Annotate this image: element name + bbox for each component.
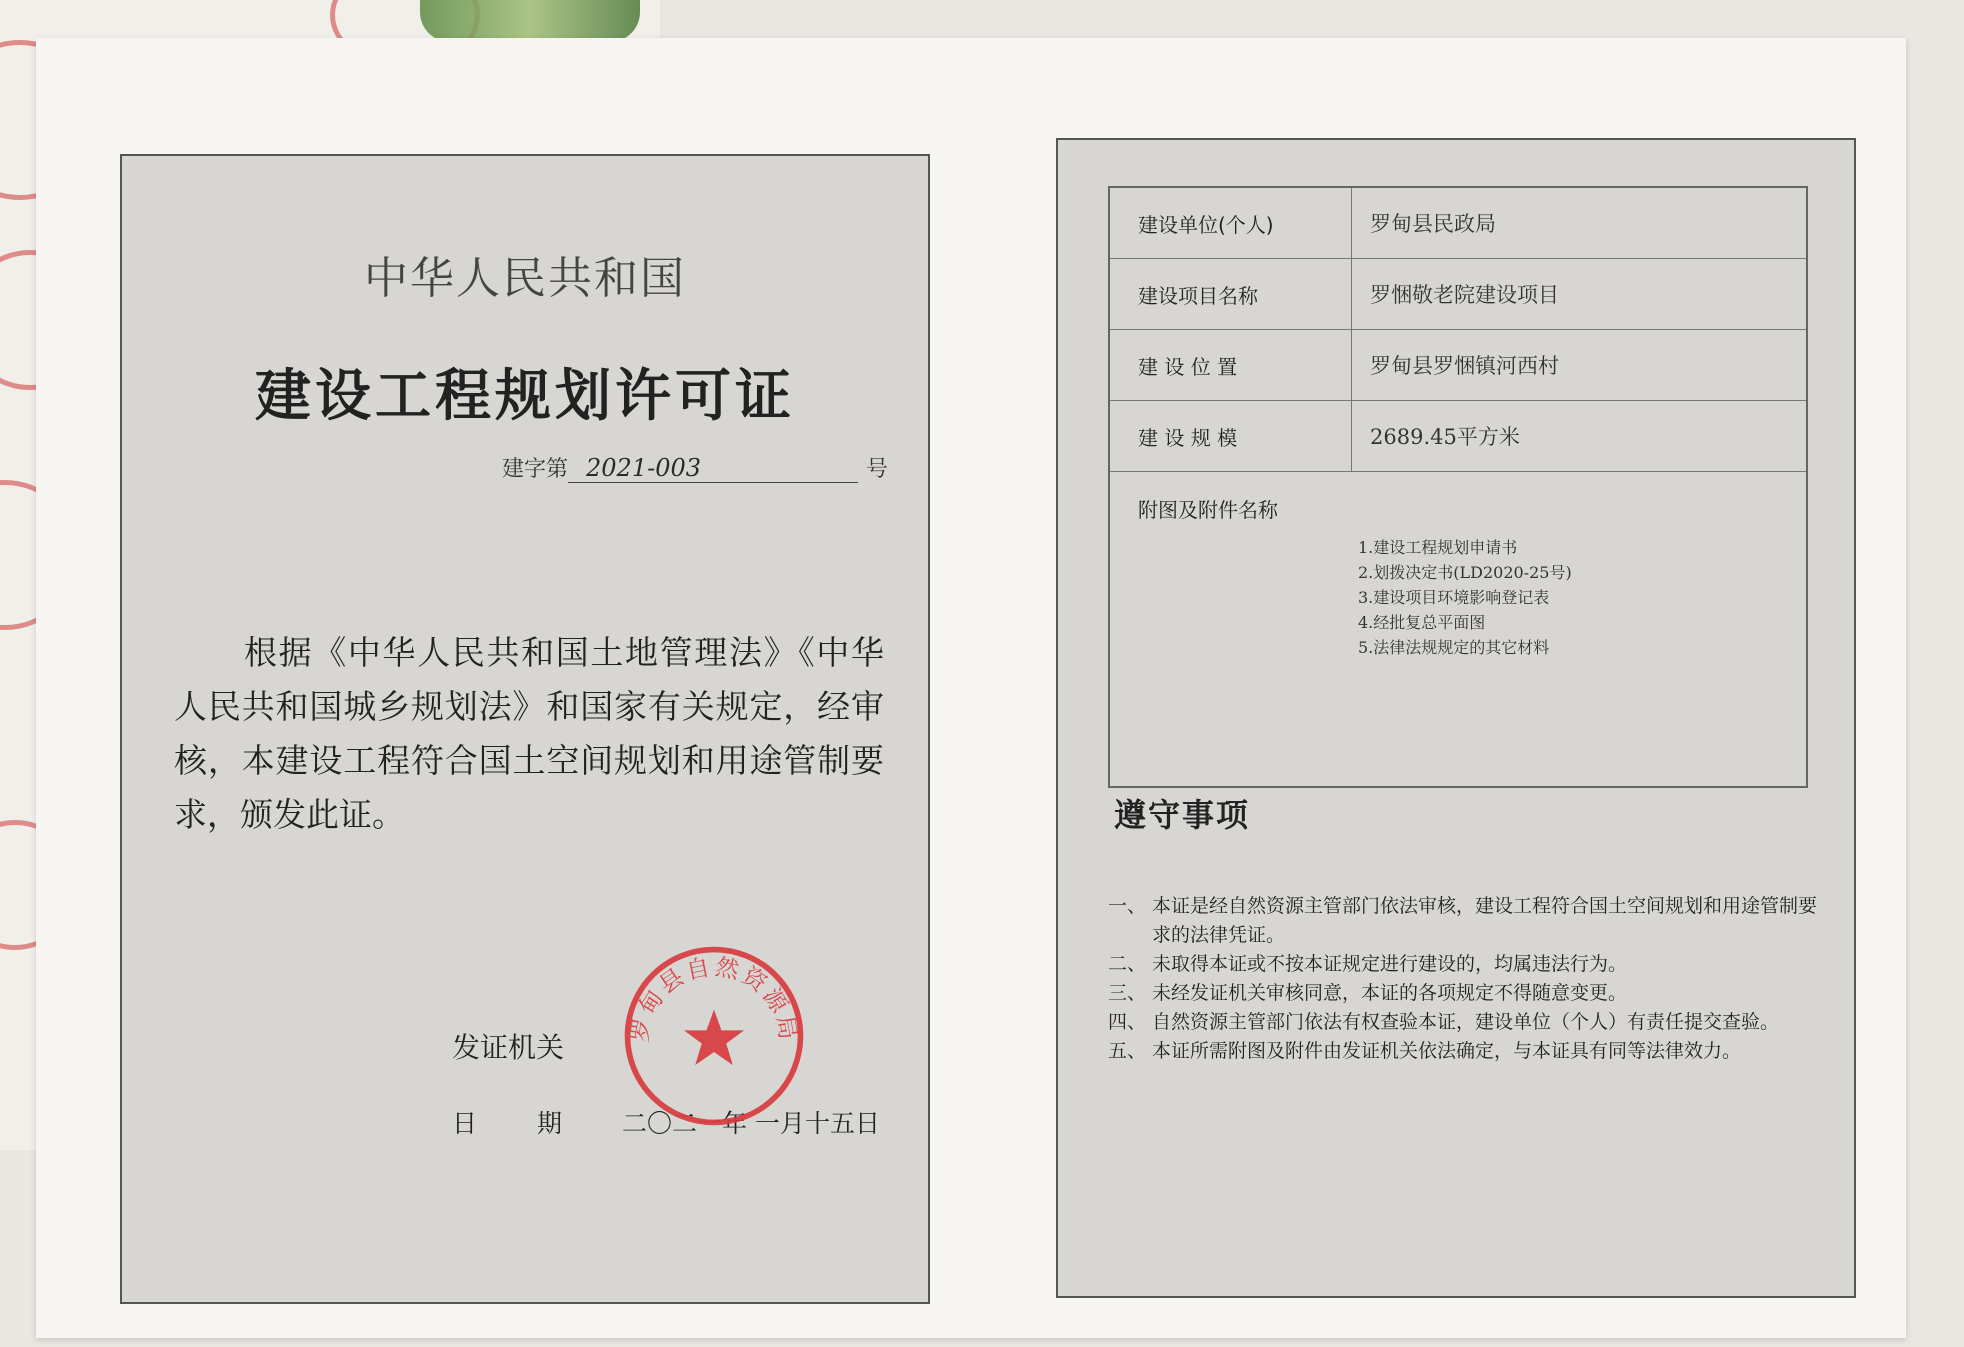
background-object	[420, 0, 640, 42]
permit-number: 2021-003	[568, 454, 858, 483]
rule-number: 一、	[1108, 895, 1147, 917]
info-row-label: 建设项目名称	[1109, 259, 1352, 330]
document-title: 建设工程规划许可证	[255, 364, 795, 429]
info-row-value: 罗甸县民政局	[1352, 187, 1808, 259]
rule-number: 五、	[1108, 1040, 1147, 1062]
rules-title: 遵守事项	[1114, 796, 1251, 834]
attachments-row	[1109, 472, 1807, 788]
date-label: 日期	[452, 1109, 623, 1138]
permit-number-line	[502, 452, 888, 483]
permit-suffix: 号	[866, 457, 889, 482]
info-row-value: 2689.45平方米	[1352, 401, 1808, 472]
rule-item	[1108, 950, 1828, 979]
info-row	[1109, 330, 1807, 401]
rule-text: 自然资源主管部门依法有权查验本证，建设单位（个人）有责任提交查验。	[1152, 1011, 1780, 1033]
certificate-sheet	[36, 38, 1906, 1338]
rule-number: 二、	[1108, 953, 1147, 975]
info-row-value: 罗悃敬老院建设项目	[1352, 259, 1808, 330]
attachments-label: 附图及附件名称	[1138, 498, 1278, 522]
official-seal-icon	[620, 942, 808, 1130]
rule-text: 未经发证机关审核同意，本证的各项规定不得随意变更。	[1152, 982, 1628, 1004]
date-value: 二〇二一年 一月十五日	[622, 1109, 880, 1138]
country-name: 中华人民共和国	[364, 253, 686, 304]
attachments-list	[1358, 535, 1778, 660]
attachment-item: 2.划拨决定书(LD2020-25号)	[1358, 563, 1572, 582]
issuing-authority-label: 发证机关	[452, 1031, 565, 1064]
rule-number: 三、	[1108, 982, 1147, 1004]
attachments-cell	[1109, 472, 1807, 788]
rule-text: 本证是经自然资源主管部门依法审核，建设工程符合国土空间规划和用途管制要求的法律凭证。	[1152, 895, 1818, 946]
info-row	[1109, 259, 1807, 330]
attachment-item: 4.经批复总平面图	[1358, 613, 1486, 632]
info-row	[1109, 401, 1807, 472]
rule-text: 未取得本证或不按本证规定进行建设的，均属违法行为。	[1152, 953, 1628, 975]
rules-list	[1108, 892, 1828, 1066]
svg-text:罗甸县自然资源局: 罗甸县自然资源局	[625, 952, 803, 1045]
info-row-value: 罗甸县罗悃镇河西村	[1352, 330, 1808, 401]
attachment-item: 3.建设项目环境影响登记表	[1358, 588, 1550, 607]
project-info-table	[1108, 186, 1808, 788]
rule-text: 本证所需附图及附件由发证机关依法确定，与本证具有同等法律效力。	[1152, 1040, 1742, 1062]
info-row-label: 建 设 规 模	[1109, 401, 1352, 472]
certificate-right-page	[1056, 138, 1856, 1298]
attachment-item: 5.法律法规规定的其它材料	[1358, 638, 1550, 657]
rule-item	[1108, 1037, 1828, 1066]
rule-item	[1108, 979, 1828, 1008]
certificate-left-page	[120, 154, 930, 1304]
rule-item	[1108, 892, 1828, 950]
permit-prefix: 建字第	[502, 457, 569, 482]
info-row	[1109, 187, 1807, 259]
rule-number: 四、	[1108, 1011, 1147, 1033]
info-row-label: 建设单位(个人)	[1109, 187, 1352, 259]
info-row-label: 建 设 位 置	[1109, 330, 1352, 401]
legal-basis-paragraph: 根据《中华人民共和国土地管理法》《中华人民共和国城乡规划法》和国家有关规定，经审核，本建设工程符合国土空间规划和用途管制要求，颁发此证。	[174, 633, 884, 834]
rule-item	[1108, 1008, 1828, 1037]
attachment-item: 1.建设工程规划申请书	[1358, 538, 1518, 557]
